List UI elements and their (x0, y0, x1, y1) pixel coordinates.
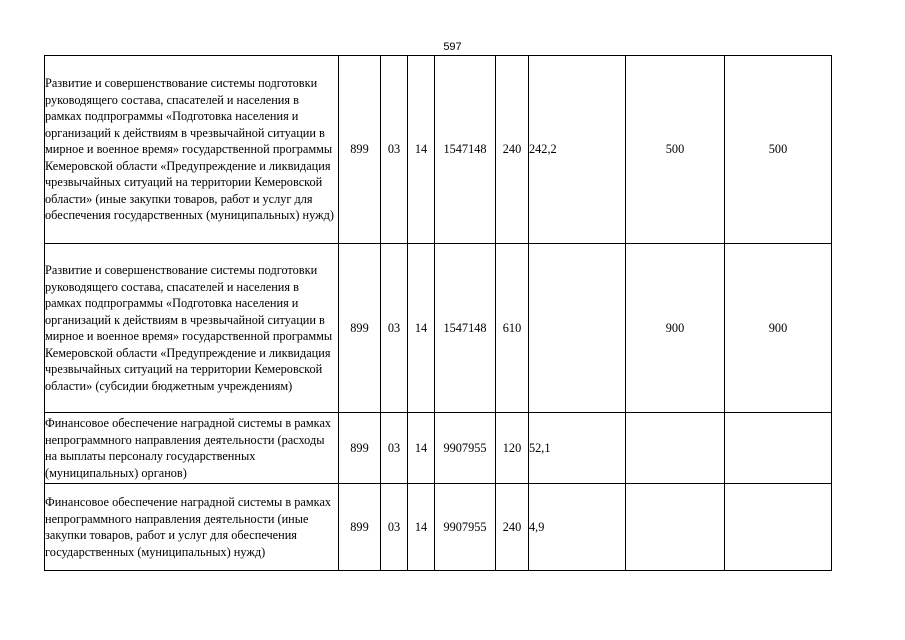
plan-1-cell (626, 413, 725, 484)
subsection-code: 14 (408, 56, 435, 244)
expense-type-code: 120 (496, 413, 529, 484)
expense-type-code: 240 (496, 56, 529, 244)
plan-1-cell: 900 (626, 244, 725, 413)
plan-2-cell: 500 (725, 56, 832, 244)
subsection-code: 14 (408, 244, 435, 413)
target-code: 1547148 (435, 56, 496, 244)
subsection-code: 14 (408, 413, 435, 484)
amount-cell: 242,2 (529, 56, 626, 244)
plan-2-cell (725, 484, 832, 571)
section-code: 03 (381, 244, 408, 413)
table-row (45, 484, 832, 571)
table-row (45, 413, 832, 484)
plan-2-cell: 900 (725, 244, 832, 413)
amount-cell: 52,1 (529, 413, 626, 484)
target-code: 9907955 (435, 484, 496, 571)
plan-2-cell (725, 413, 832, 484)
table-row (45, 244, 832, 413)
target-code: 1547148 (435, 244, 496, 413)
table-row (45, 56, 832, 244)
section-code: 03 (381, 484, 408, 571)
row-description: Развитие и совершенствование системы подготовки руководящего состава, спасателей и населения в рамках подпрограммы «Подготовка населения и организаций к действиям в чрезвычайной ситуации в мирное и военное время» государственной программы Кемеровской области «Предупреждение и ликвидация чрезвычайных ситуаций на территории Кемеровской области» (субсидии бюджетным учреждениям) (45, 244, 339, 413)
section-code: 03 (381, 413, 408, 484)
expense-type-code: 610 (496, 244, 529, 413)
target-code: 9907955 (435, 413, 496, 484)
amount-cell (529, 244, 626, 413)
budget-table (44, 55, 832, 571)
page-number: 597 (443, 41, 462, 53)
ministry-code: 899 (339, 413, 381, 484)
expense-type-code: 240 (496, 484, 529, 571)
row-description: Развитие и совершенствование системы подготовки руководящего состава, спасателей и населения в рамках подпрограммы «Подготовка населения и организаций к действиям в чрезвычайной ситуации в мирное и военное время» государственной программы Кемеровской области «Предупреждение и ликвидация чрезвычайных ситуаций на территории Кемеровской области» (иные закупки товаров, работ и услуг для обеспечения государственных (муниципальных) нужд) (45, 56, 339, 244)
subsection-code: 14 (408, 484, 435, 571)
row-description: Финансовое обеспечение наградной системы в рамках непрограммного направления деятельности (расходы на выплаты персоналу государственных (муниципальных) органов) (45, 413, 339, 484)
amount-cell: 4,9 (529, 484, 626, 571)
ministry-code: 899 (339, 56, 381, 244)
row-description: Финансовое обеспечение наградной системы в рамках непрограммного направления деятельности (иные закупки товаров, работ и услуг для обеспечения государственных (муниципальных) нужд) (45, 484, 339, 571)
plan-1-cell (626, 484, 725, 571)
plan-1-cell: 500 (626, 56, 725, 244)
ministry-code: 899 (339, 244, 381, 413)
section-code: 03 (381, 56, 408, 244)
ministry-code: 899 (339, 484, 381, 571)
